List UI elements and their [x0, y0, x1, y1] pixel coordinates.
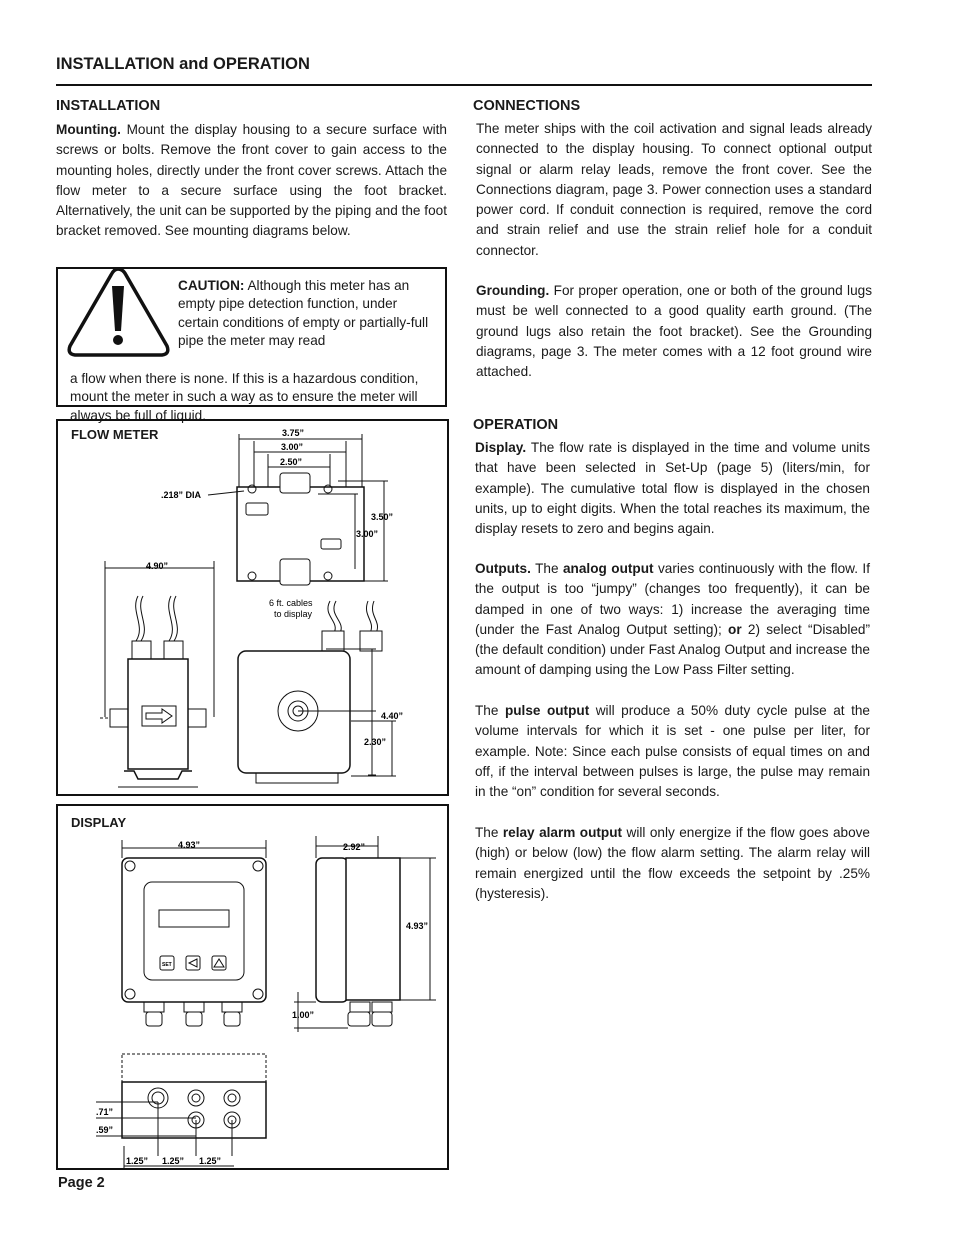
- relay-text: will only energize if the flow goes above (high) or below (low) the flow alarm setting. The alarm relay will remain energized until the flow exceeds the setpoint by .25% (hysteresis).: [475, 825, 870, 901]
- mounting-text: Mount the display housing to a secure surface with screws or bolts. Remove the front cover to gain access to the mounting holes, directly under the front cover screws. Attach the flow meter to a secure surface using the foot bracket. Alternatively, the unit can be supported by the piping and the foot bracket removed. See mounting diagrams below.: [56, 122, 447, 239]
- dim-375: 3.75”: [282, 428, 305, 438]
- dim-350: 3.50”: [371, 512, 394, 522]
- caution-text-top: [178, 277, 440, 351]
- connections-heading: CONNECTIONS: [473, 98, 581, 114]
- dim-125-a: 1.25”: [126, 1156, 149, 1166]
- relay-pre: The: [475, 825, 503, 840]
- dim-490: 4.90”: [146, 561, 169, 571]
- pulse-pre: The: [475, 703, 505, 718]
- display-label: Display.: [475, 440, 527, 455]
- relay-output-term: relay alarm output: [502, 825, 623, 840]
- display-title: DISPLAY: [71, 815, 127, 830]
- outputs-or: or: [728, 621, 742, 637]
- installation-heading: INSTALLATION: [56, 98, 161, 114]
- dim-250: 2.50”: [280, 457, 303, 467]
- page-number: Page 2: [58, 1175, 105, 1191]
- grounding-text: For proper operation, one or both of the ground lugs must be well connected to a good quality earth ground. (The ground lugs also retain the foot bracket). See the Grounding diagrams, page 3. The meter comes with a 12 foot ground wire attached.: [476, 283, 872, 380]
- caution-text: Although this meter has an empty pipe detection function, under certain conditions of empty or partially-full pipe the meter may read: [178, 278, 429, 349]
- display-paragraph: [475, 438, 870, 539]
- outputs-end: 2) select “Disabled” (the default condition) under Fast Analog Output and increase the amount of damping using the Low Pass Filter setting.: [475, 621, 870, 678]
- page-header-title: INSTALLATION and OPERATION: [56, 55, 310, 73]
- grounding-paragraph: [476, 281, 872, 382]
- dim-493-height: 4.93”: [406, 921, 429, 931]
- set-key-label: SET: [162, 962, 172, 968]
- dim-071: .71”: [96, 1107, 114, 1117]
- relay-paragraph: [475, 823, 870, 904]
- dim-292: 2.92”: [343, 842, 366, 852]
- warning-icon: [66, 266, 171, 361]
- dim-hole: .218” DIA: [161, 490, 202, 500]
- mounting-paragraph: [56, 120, 447, 242]
- operation-heading: OPERATION: [473, 417, 559, 433]
- caution-text-bottom: [70, 370, 440, 425]
- flow-meter-diagram: [56, 419, 449, 796]
- outputs-mid: varies continuously with the flow. If the output is too “jumpy” (changes too frequently), it can be damped in one of two ways: 1) increase the averaging time (under the Fast Analog Output setting);: [475, 561, 870, 637]
- pulse-paragraph: [475, 701, 870, 802]
- caution-text-2: a flow when there is none. If this is a hazardous condition, mount the meter in such a way as to ensure the meter will always be full of liquid.: [70, 371, 419, 423]
- caution-box: [56, 267, 447, 423]
- mounting-label: Mounting.: [56, 122, 121, 137]
- outputs-paragraph: [475, 559, 870, 681]
- dim-125-b: 1.25”: [162, 1156, 185, 1166]
- dim-493-width: 4.93”: [178, 840, 201, 850]
- dim-100: 1.00”: [292, 1010, 315, 1020]
- pulse-text: will produce a 50% duty cycle pulse at the volume intervals for which it is set - one pulse per liter, for example. Note: Since each pulse consists of equal times on and off, if the interval between pulses is large, the pulse may remain in the “on” condition for several seconds.: [475, 703, 870, 800]
- display-text: The flow rate is displayed in the time and volume units that have been selected in Set-Up (page 5) (liters/min, for example). The cumulative total flow is displayed in the chosen units, up to eight digits. When the total reaches its maximum, the display resets to zero and begins again.: [475, 440, 870, 537]
- dim-300-top: 3.00”: [281, 442, 304, 452]
- caution-label: CAUTION:: [178, 278, 245, 293]
- cables-note-1: 6 ft. cables: [269, 598, 313, 608]
- dim-125-c: 1.25”: [199, 1156, 222, 1166]
- analog-output-term: analog output: [563, 561, 654, 576]
- pulse-output-term: pulse output: [504, 703, 590, 718]
- flow-meter-drawing: [58, 421, 447, 794]
- cables-note-2: to display: [274, 609, 313, 619]
- grounding-label: Grounding.: [476, 283, 550, 298]
- outputs-pre: The: [530, 561, 563, 576]
- header-rule: [56, 84, 872, 86]
- dim-440: 4.40”: [381, 711, 404, 721]
- dim-059: .59”: [96, 1125, 114, 1135]
- display-drawing: [58, 806, 447, 1168]
- connections-paragraph: The meter ships with the coil activation and signal leads already connected to the display housing. To connect optional output signal or alarm relay leads, remove the front cover. See the Connections diagram, page 3. Power connection uses a standard power cord. If conduit connection is required, remove the cord and strain relief and use the strain relief hole for a conduit connector.: [476, 121, 872, 258]
- dim-230: 2.30”: [364, 737, 387, 747]
- flow-meter-title: FLOW METER: [71, 427, 159, 442]
- outputs-label: Outputs.: [475, 561, 531, 576]
- display-diagram: [56, 804, 449, 1170]
- dim-300-side: 3.00”: [356, 529, 379, 539]
